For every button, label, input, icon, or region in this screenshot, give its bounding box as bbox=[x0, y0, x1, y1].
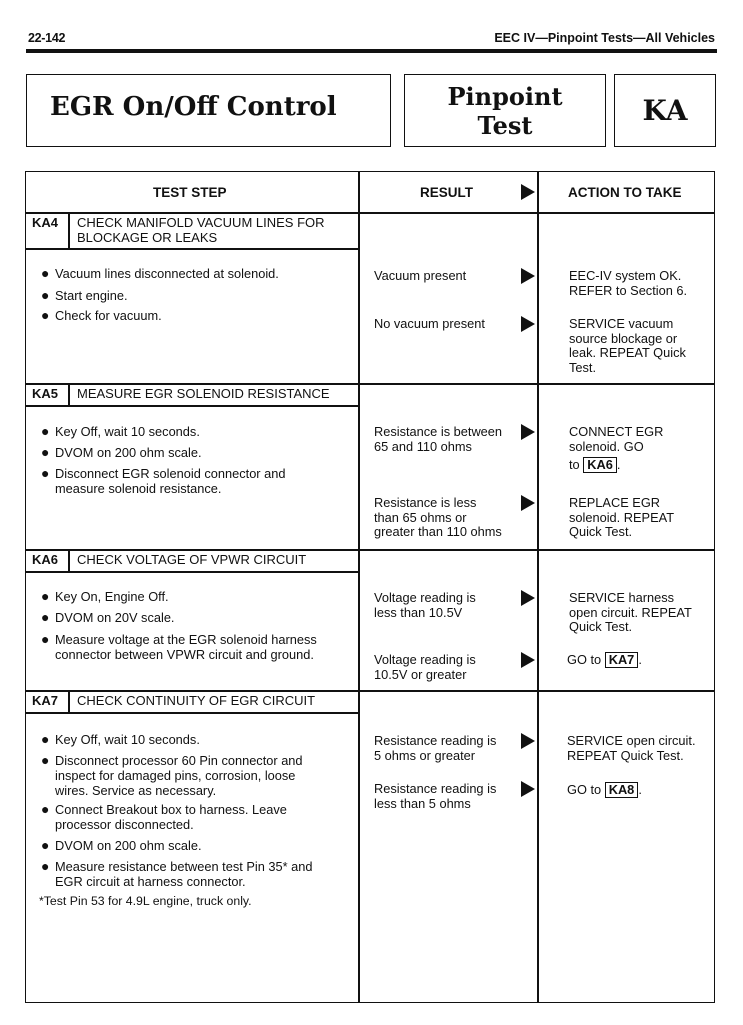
step-title-line: BLOCKAGE OR LEAKS bbox=[77, 230, 218, 245]
bullet-item: ● Start engine. bbox=[41, 287, 128, 303]
row-divider bbox=[25, 383, 715, 385]
result-text: Resistance reading is less than 5 ohms bbox=[374, 781, 497, 811]
action-text: GO to KA8 . bbox=[567, 782, 642, 797]
bullet-item: ● Disconnect EGR solenoid connector and measure solenoid resistance. bbox=[41, 465, 286, 496]
page-number: 22-142 bbox=[28, 31, 66, 45]
bullet-item: ● Measure voltage at the EGR solenoid harness connector between VPWR circuit and ground. bbox=[41, 631, 317, 662]
step-title-ka4 bbox=[77, 215, 325, 245]
bullet-item: ● DVOM on 200 ohm scale. bbox=[41, 837, 202, 853]
bullet-item: ● Key Off, wait 10 seconds. bbox=[41, 731, 200, 747]
ka4-title-divider bbox=[25, 248, 359, 250]
action-text: SERVICE harness open circuit. REPEAT Quick Test. bbox=[569, 590, 692, 634]
header-divider bbox=[25, 212, 715, 214]
bullet-icon: ● bbox=[41, 307, 50, 323]
header-test-step: TEST STEP bbox=[153, 185, 227, 200]
row-divider bbox=[25, 549, 715, 551]
ka4-id-divider bbox=[68, 212, 70, 248]
column-divider-result bbox=[358, 171, 360, 1003]
arrow-icon bbox=[521, 316, 535, 332]
step-id-ka6: KA6 bbox=[32, 552, 59, 567]
ka6-title-divider bbox=[25, 571, 359, 573]
test-code: KA bbox=[642, 94, 688, 127]
result-text: Voltage reading is less than 10.5V bbox=[374, 590, 476, 620]
step-reference-ka8[interactable]: KA8 bbox=[605, 782, 639, 798]
pinpoint-label bbox=[404, 82, 606, 140]
result-text: Resistance is between 65 and 110 ohms bbox=[374, 424, 503, 454]
header-rule bbox=[26, 49, 717, 53]
arrow-icon bbox=[521, 733, 535, 749]
bullet-item: ● DVOM on 20V scale. bbox=[41, 609, 175, 625]
bullet-item: ● Disconnect processor 60 Pin connector and inspect for damaged pins, corrosion, loose wires. Service as necessary. bbox=[41, 752, 303, 798]
bullet-item: ● Key Off, wait 10 seconds. bbox=[41, 423, 200, 439]
pinpoint-line-2: Test bbox=[477, 111, 533, 140]
result-text: Vacuum present bbox=[374, 268, 467, 283]
result-text: Resistance is less than 65 ohms or greater than 110 ohms bbox=[374, 495, 502, 539]
bullet-item: ● Vacuum lines disconnected at solenoid. bbox=[41, 265, 279, 281]
ka5-title-divider bbox=[25, 405, 359, 407]
step-reference-ka6[interactable]: KA6 bbox=[583, 457, 617, 473]
arrow-icon bbox=[521, 590, 535, 606]
bullet-icon: ● bbox=[41, 801, 50, 817]
action-text: SERVICE open circuit. REPEAT Quick Test. bbox=[567, 733, 696, 763]
bullet-icon: ● bbox=[41, 444, 50, 460]
action-text: GO to KA7 . bbox=[567, 652, 642, 667]
page-title: EGR On/Off Control bbox=[50, 92, 337, 122]
bullet-icon: ● bbox=[41, 265, 50, 281]
bullet-icon: ● bbox=[41, 731, 50, 747]
arrow-icon bbox=[521, 268, 535, 284]
running-head: EEC IV—Pinpoint Tests—All Vehicles bbox=[494, 31, 715, 45]
result-text: Resistance reading is 5 ohms or greater bbox=[374, 733, 497, 763]
row-divider bbox=[25, 690, 715, 692]
step-id-ka4: KA4 bbox=[32, 215, 59, 230]
bullet-icon: ● bbox=[41, 752, 50, 768]
bullet-icon: ● bbox=[41, 609, 50, 625]
result-text: Voltage reading is 10.5V or greater bbox=[374, 652, 476, 682]
bullet-item: ● Measure resistance between test Pin 35* and EGR circuit at harness connector. bbox=[41, 858, 313, 889]
bullet-icon: ● bbox=[41, 858, 50, 874]
step-title-line: CHECK MANIFOLD VACUUM LINES FOR bbox=[77, 215, 325, 230]
ka7-id-divider bbox=[68, 690, 70, 712]
action-text: EEC-IV system OK. REFER to Section 6. bbox=[569, 268, 688, 298]
header-action: ACTION TO TAKE bbox=[568, 185, 682, 200]
action-text: SERVICE vacuum source blockage or leak. REPEAT Quick Test. bbox=[569, 316, 686, 375]
action-text: REPLACE EGR solenoid. REPEAT Quick Test. bbox=[569, 495, 675, 539]
ka6-id-divider bbox=[68, 549, 70, 571]
arrow-icon bbox=[521, 424, 535, 440]
column-divider-action bbox=[537, 171, 539, 1003]
action-text: CONNECT EGR solenoid. GO to KA6 . bbox=[569, 424, 664, 472]
arrow-icon bbox=[521, 781, 535, 797]
step-title-ka5: MEASURE EGR SOLENOID RESISTANCE bbox=[77, 386, 330, 401]
bullet-icon: ● bbox=[41, 287, 50, 303]
bullet-item: ● Key On, Engine Off. bbox=[41, 588, 169, 604]
step-id-ka7: KA7 bbox=[32, 693, 59, 708]
bullet-item: ● Check for vacuum. bbox=[41, 307, 162, 323]
header-result: RESULT bbox=[420, 185, 473, 200]
bullet-icon: ● bbox=[41, 465, 50, 481]
step-title-ka6: CHECK VOLTAGE OF VPWR CIRCUIT bbox=[77, 552, 307, 567]
footnote: *Test Pin 53 for 4.9L engine, truck only. bbox=[39, 894, 252, 908]
pinpoint-line-1: Pinpoint bbox=[447, 82, 563, 111]
bullet-icon: ● bbox=[41, 837, 50, 853]
step-title-ka7: CHECK CONTINUITY OF EGR CIRCUIT bbox=[77, 693, 316, 708]
arrow-icon bbox=[521, 652, 535, 668]
bullet-icon: ● bbox=[41, 423, 50, 439]
result-text: No vacuum present bbox=[374, 316, 485, 331]
ka5-id-divider bbox=[68, 383, 70, 405]
bullet-item: ● DVOM on 200 ohm scale. bbox=[41, 444, 202, 460]
bullet-item: ● Connect Breakout box to harness. Leave processor disconnected. bbox=[41, 801, 287, 832]
step-id-ka5: KA5 bbox=[32, 386, 59, 401]
bullet-icon: ● bbox=[41, 631, 50, 647]
bullet-icon: ● bbox=[41, 588, 50, 604]
step-reference-ka7[interactable]: KA7 bbox=[605, 652, 639, 668]
ka7-title-divider bbox=[25, 712, 359, 714]
header-arrow-icon bbox=[521, 184, 535, 200]
arrow-icon bbox=[521, 495, 535, 511]
